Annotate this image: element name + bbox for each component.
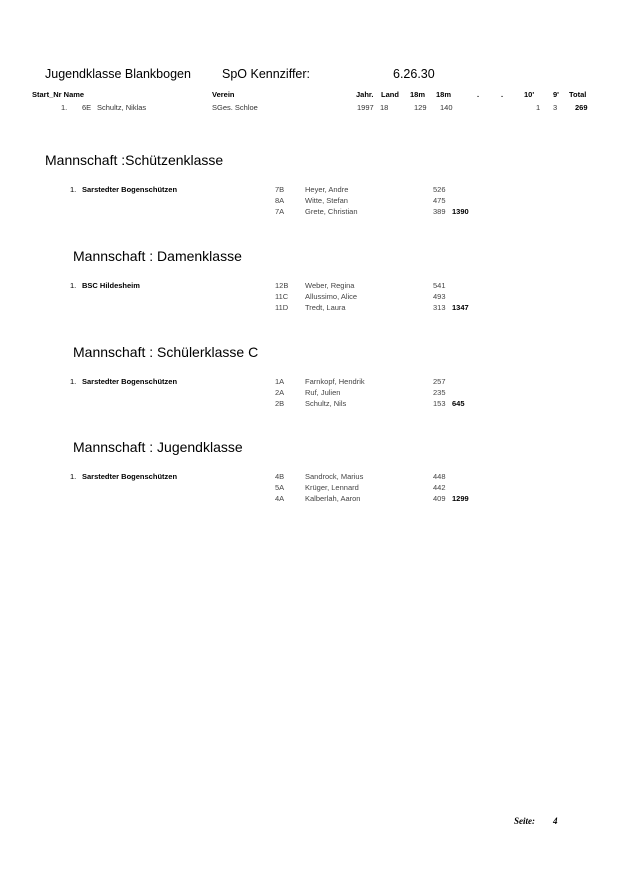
col-round1: 18m xyxy=(410,90,426,99)
team-total: 1299 xyxy=(452,494,469,503)
member-score: 389 xyxy=(433,207,446,216)
team-total: 1347 xyxy=(452,303,469,312)
member-start: 11D xyxy=(275,303,289,312)
member-score: 313 xyxy=(433,303,446,312)
member-start: 4B xyxy=(275,472,285,481)
col-tens: 10' xyxy=(524,90,535,99)
team-rank: 1. xyxy=(70,185,77,194)
section-title: Mannschaft :Schützenklasse xyxy=(45,152,224,168)
team-rank: 1. xyxy=(70,377,77,386)
member-score: 526 xyxy=(433,185,446,194)
team-name: Sarstedter Bogenschützen xyxy=(82,377,178,386)
section-title: Mannschaft : Jugendklasse xyxy=(73,439,243,455)
ind-verein: SGes. Schloe xyxy=(212,103,258,112)
team-name: Sarstedter Bogenschützen xyxy=(82,472,178,481)
ind-round1: 129 xyxy=(414,103,427,112)
member-name: Heyer, Andre xyxy=(305,185,349,194)
member-start: 2A xyxy=(275,388,285,397)
member-score: 257 xyxy=(433,377,446,386)
team-total: 1390 xyxy=(452,207,469,216)
member-score: 235 xyxy=(433,388,446,397)
col-jahr: Jahr. xyxy=(356,90,374,99)
col-nines: 9' xyxy=(553,90,559,99)
ind-rank: 1. xyxy=(61,103,68,112)
page-label: Seite: xyxy=(514,816,535,826)
member-score: 442 xyxy=(433,483,446,492)
member-name: Schultz, Nils xyxy=(305,399,347,408)
member-start: 5A xyxy=(275,483,285,492)
col-round2: 18m xyxy=(436,90,452,99)
member-start: 7B xyxy=(275,185,285,194)
col-verein: Verein xyxy=(212,90,235,99)
col-land: Land xyxy=(381,90,399,99)
team-name: Sarstedter Bogenschützen xyxy=(82,185,178,194)
member-score: 153 xyxy=(433,399,446,408)
ind-tens: 1 xyxy=(536,103,541,112)
member-start: 2B xyxy=(275,399,285,408)
ind-jahr: 1997 xyxy=(357,103,374,112)
col-total: Total xyxy=(569,90,587,99)
member-score: 541 xyxy=(433,281,446,290)
team-rank: 1. xyxy=(70,281,77,290)
col-dot2: . xyxy=(501,90,504,99)
section-title: Mannschaft : Damenklasse xyxy=(73,248,242,264)
ind-total: 269 xyxy=(575,103,588,112)
team-total: 645 xyxy=(452,399,465,408)
class-title: Jugendklasse Blankbogen xyxy=(45,67,191,81)
member-start: 7A xyxy=(275,207,285,216)
member-name: Allussimo, Alice xyxy=(305,292,358,301)
member-score: 475 xyxy=(433,196,446,205)
col-dot1: . xyxy=(477,90,480,99)
ind-name: Schultz, Niklas xyxy=(97,103,147,112)
member-name: Weber, Regina xyxy=(305,281,355,290)
member-name: Tredt, Laura xyxy=(305,303,346,312)
member-name: Grete, Christian xyxy=(305,207,358,216)
member-name: Ruf, Julien xyxy=(305,388,341,397)
section-title: Mannschaft : Schülerklasse C xyxy=(73,344,259,360)
member-name: Sandrock, Marius xyxy=(305,472,364,481)
ind-nines: 3 xyxy=(553,103,558,112)
page-number: 4 xyxy=(553,816,558,826)
member-score: 409 xyxy=(433,494,446,503)
team-rank: 1. xyxy=(70,472,77,481)
member-name: Kalberlah, Aaron xyxy=(305,494,361,503)
member-start: 11C xyxy=(275,292,289,301)
ind-land: 18 xyxy=(380,103,389,112)
member-score: 448 xyxy=(433,472,446,481)
ind-round2: 140 xyxy=(440,103,453,112)
team-name: BSC Hildesheim xyxy=(82,281,140,290)
member-name: Farnkopf, Hendrik xyxy=(305,377,365,386)
member-start: 1A xyxy=(275,377,285,386)
ind-start: 6E xyxy=(82,103,92,112)
spo-label: SpO Kennziffer: xyxy=(222,67,311,81)
member-score: 493 xyxy=(433,292,446,301)
member-start: 4A xyxy=(275,494,285,503)
spo-value: 6.26.30 xyxy=(393,67,435,81)
col-start-name: Start_Nr Name xyxy=(32,90,85,99)
member-start: 8A xyxy=(275,196,285,205)
member-name: Witte, Stefan xyxy=(305,196,348,205)
member-start: 12B xyxy=(275,281,289,290)
member-name: Krüger, Lennard xyxy=(305,483,359,492)
